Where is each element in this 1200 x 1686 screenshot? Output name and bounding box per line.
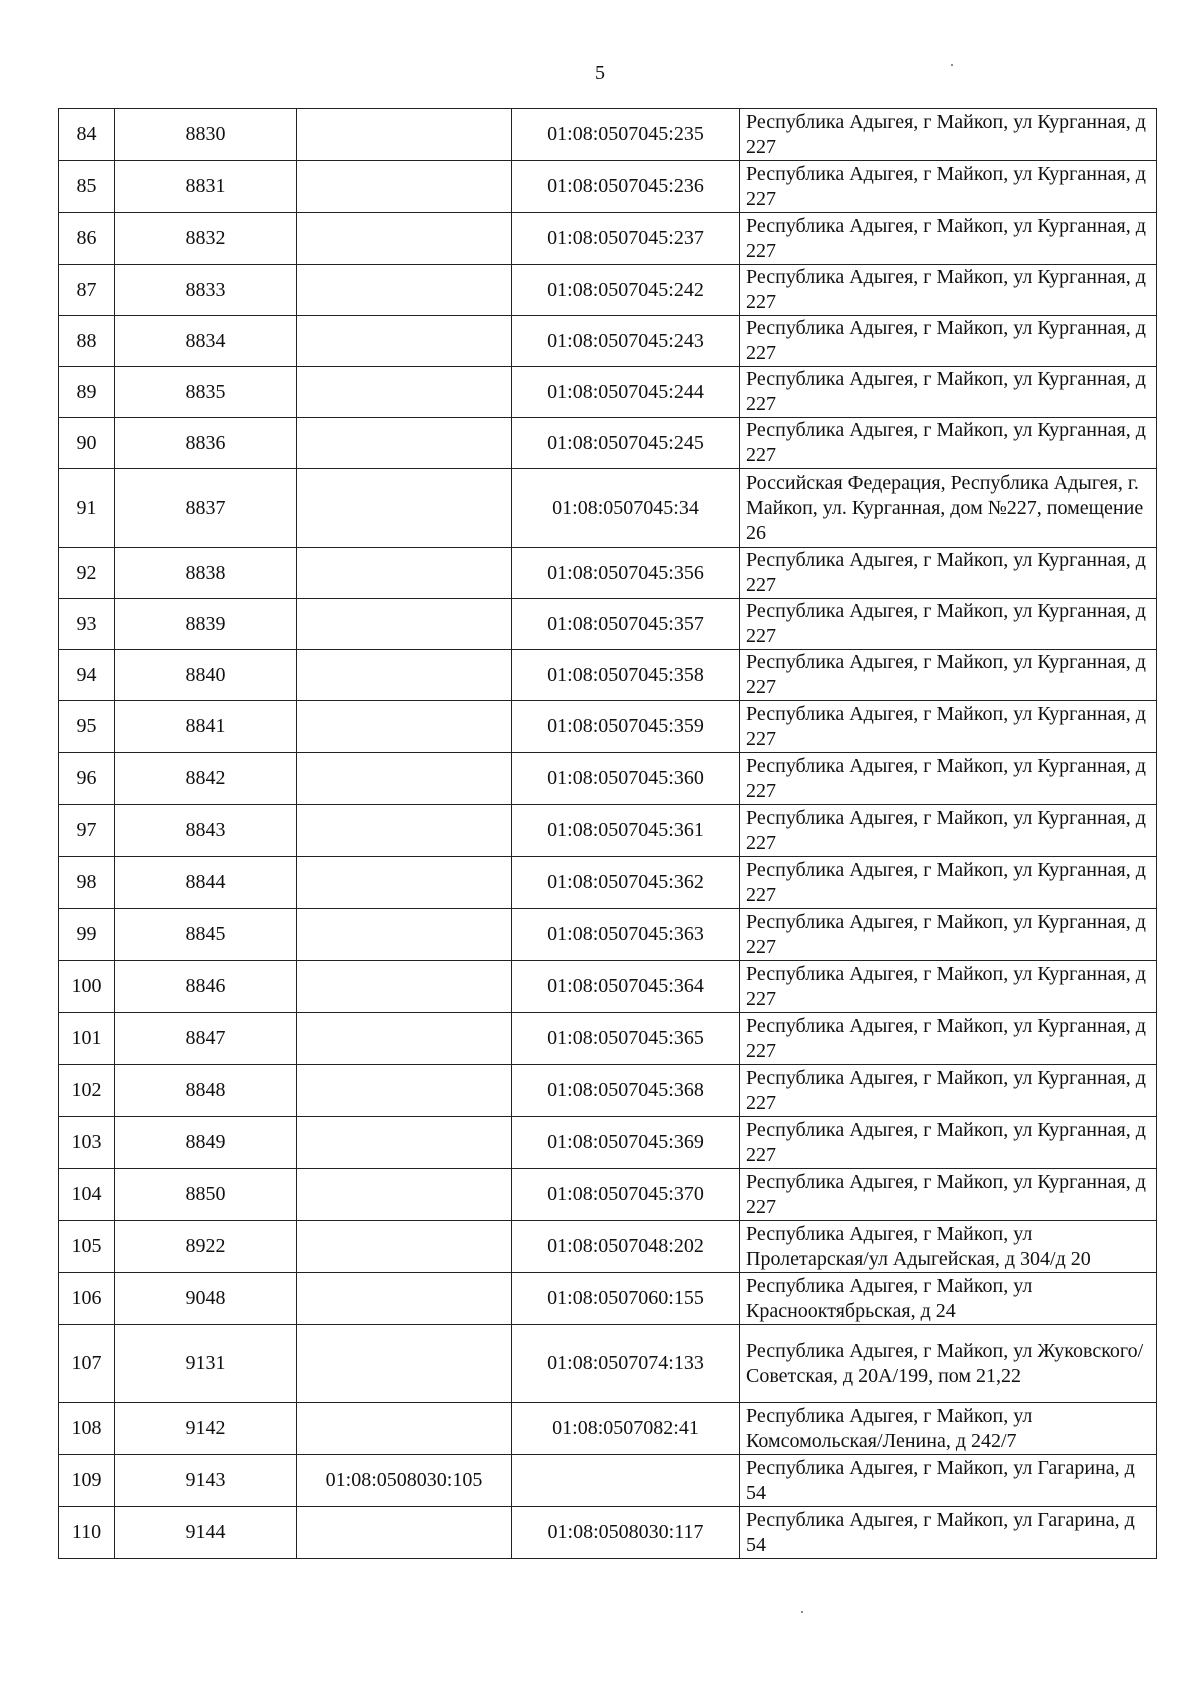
- scan-speck: [801, 1611, 803, 1613]
- parent-cadastral-number-cell: [297, 805, 512, 857]
- table-row: [59, 753, 1157, 805]
- parent-cadastral-number-cell: [297, 753, 512, 805]
- row-number-cell: 104: [59, 1169, 115, 1221]
- property-table: [58, 108, 1157, 1559]
- row-number-cell: 108: [59, 1403, 115, 1455]
- table-row: [59, 1455, 1157, 1507]
- cadastral-number-cell: 01:08:0507045:362: [512, 857, 740, 909]
- object-code-cell: 8836: [115, 418, 297, 469]
- address-cell: Республика Адыгея, г Майкоп, ул Курганная, д 227: [740, 1169, 1157, 1221]
- parent-cadastral-number-cell: [297, 367, 512, 418]
- table-row: [59, 1169, 1157, 1221]
- row-number-cell: 101: [59, 1013, 115, 1065]
- row-number-cell: 93: [59, 599, 115, 650]
- parent-cadastral-number-cell: [297, 469, 512, 548]
- row-number-cell: 92: [59, 548, 115, 599]
- parent-cadastral-number-cell: [297, 1507, 512, 1559]
- parent-cadastral-number-cell: [297, 316, 512, 367]
- object-code-cell: 8847: [115, 1013, 297, 1065]
- cadastral-number-cell: [512, 1455, 740, 1507]
- address-cell: Республика Адыгея, г Майкоп, ул Курганная, д 227: [740, 367, 1157, 418]
- row-number-cell: 109: [59, 1455, 115, 1507]
- table-row: [59, 1273, 1157, 1325]
- cadastral-number-cell: 01:08:0507060:155: [512, 1273, 740, 1325]
- row-number-cell: 87: [59, 265, 115, 316]
- parent-cadastral-number-cell: [297, 1065, 512, 1117]
- parent-cadastral-number-cell: [297, 599, 512, 650]
- cadastral-number-cell: 01:08:0507045:363: [512, 909, 740, 961]
- cadastral-number-cell: 01:08:0507045:237: [512, 213, 740, 265]
- parent-cadastral-number-cell: [297, 265, 512, 316]
- address-cell: Республика Адыгея, г Майкоп, ул Курганная, д 227: [740, 1013, 1157, 1065]
- row-number-cell: 90: [59, 418, 115, 469]
- address-cell: Республика Адыгея, г Майкоп, ул Гагарина, д 54: [740, 1507, 1157, 1559]
- parent-cadastral-number-cell: [297, 1169, 512, 1221]
- cadastral-number-cell: 01:08:0507045:368: [512, 1065, 740, 1117]
- table-row: [59, 701, 1157, 753]
- address-cell: Республика Адыгея, г Майкоп, ул Курганная, д 227: [740, 213, 1157, 265]
- cadastral-number-cell: 01:08:0507045:361: [512, 805, 740, 857]
- table-row: [59, 805, 1157, 857]
- parent-cadastral-number-cell: [297, 909, 512, 961]
- row-number-cell: 96: [59, 753, 115, 805]
- row-number-cell: 98: [59, 857, 115, 909]
- address-cell: Республика Адыгея, г Майкоп, ул Жуковского/Советская, д 20А/199, пом 21,22: [740, 1325, 1157, 1403]
- address-cell: Республика Адыгея, г Майкоп, ул Курганная, д 227: [740, 548, 1157, 599]
- object-code-cell: 8845: [115, 909, 297, 961]
- row-number-cell: 84: [59, 109, 115, 161]
- row-number-cell: 110: [59, 1507, 115, 1559]
- scan-speck: [951, 64, 953, 66]
- row-number-cell: 100: [59, 961, 115, 1013]
- object-code-cell: 8840: [115, 650, 297, 701]
- cadastral-number-cell: 01:08:0507045:243: [512, 316, 740, 367]
- object-code-cell: 8841: [115, 701, 297, 753]
- address-cell: Республика Адыгея, г Майкоп, ул Курганная, д 227: [740, 1065, 1157, 1117]
- object-code-cell: 8834: [115, 316, 297, 367]
- table-row: [59, 1013, 1157, 1065]
- address-cell: Республика Адыгея, г Майкоп, ул Курганная, д 227: [740, 316, 1157, 367]
- row-number-cell: 103: [59, 1117, 115, 1169]
- address-cell: Республика Адыгея, г Майкоп, ул Курганная, д 227: [740, 418, 1157, 469]
- parent-cadastral-number-cell: [297, 548, 512, 599]
- cadastral-number-cell: 01:08:0507045:358: [512, 650, 740, 701]
- row-number-cell: 86: [59, 213, 115, 265]
- object-code-cell: 8922: [115, 1221, 297, 1273]
- table-row: [59, 213, 1157, 265]
- row-number-cell: 91: [59, 469, 115, 548]
- cadastral-number-cell: 01:08:0507045:245: [512, 418, 740, 469]
- address-cell: Республика Адыгея, г Майкоп, ул Комсомольская/Ленина, д 242/7: [740, 1403, 1157, 1455]
- object-code-cell: 9143: [115, 1455, 297, 1507]
- parent-cadastral-number-cell: [297, 1013, 512, 1065]
- table-row: [59, 1325, 1157, 1403]
- object-code-cell: 8844: [115, 857, 297, 909]
- address-cell: Республика Адыгея, г Майкоп, ул Курганная, д 227: [740, 1117, 1157, 1169]
- object-code-cell: 9144: [115, 1507, 297, 1559]
- cadastral-number-cell: 01:08:0507045:34: [512, 469, 740, 548]
- table-body: [59, 109, 1157, 1559]
- parent-cadastral-number-cell: [297, 1221, 512, 1273]
- page-number: 5: [595, 62, 605, 84]
- parent-cadastral-number-cell: [297, 857, 512, 909]
- address-cell: Республика Адыгея, г Майкоп, ул Курганная, д 227: [740, 753, 1157, 805]
- row-number-cell: 106: [59, 1273, 115, 1325]
- address-cell: Республика Адыгея, г Майкоп, ул Курганная, д 227: [740, 109, 1157, 161]
- row-number-cell: 102: [59, 1065, 115, 1117]
- table-row: [59, 469, 1157, 548]
- cadastral-number-cell: 01:08:0507045:242: [512, 265, 740, 316]
- object-code-cell: 8837: [115, 469, 297, 548]
- row-number-cell: 95: [59, 701, 115, 753]
- cadastral-number-cell: 01:08:0507045:235: [512, 109, 740, 161]
- address-cell: Республика Адыгея, г Майкоп, ул Курганная, д 227: [740, 805, 1157, 857]
- cadastral-number-cell: 01:08:0507048:202: [512, 1221, 740, 1273]
- address-cell: Республика Адыгея, г Майкоп, ул Курганная, д 227: [740, 961, 1157, 1013]
- object-code-cell: 8846: [115, 961, 297, 1013]
- object-code-cell: 9048: [115, 1273, 297, 1325]
- row-number-cell: 107: [59, 1325, 115, 1403]
- object-code-cell: 8831: [115, 161, 297, 213]
- object-code-cell: 8839: [115, 599, 297, 650]
- object-code-cell: 8832: [115, 213, 297, 265]
- address-cell: Республика Адыгея, г Майкоп, ул Гагарина, д 54: [740, 1455, 1157, 1507]
- table-row: [59, 961, 1157, 1013]
- object-code-cell: 8843: [115, 805, 297, 857]
- cadastral-number-cell: 01:08:0507045:364: [512, 961, 740, 1013]
- cadastral-number-cell: 01:08:0507074:133: [512, 1325, 740, 1403]
- parent-cadastral-number-cell: [297, 161, 512, 213]
- cadastral-number-cell: 01:08:0507045:359: [512, 701, 740, 753]
- cadastral-number-cell: 01:08:0508030:117: [512, 1507, 740, 1559]
- object-code-cell: 8833: [115, 265, 297, 316]
- address-cell: Республика Адыгея, г Майкоп, ул Курганная, д 227: [740, 909, 1157, 961]
- object-code-cell: 8848: [115, 1065, 297, 1117]
- row-number-cell: 88: [59, 316, 115, 367]
- parent-cadastral-number-cell: [297, 1273, 512, 1325]
- row-number-cell: 97: [59, 805, 115, 857]
- parent-cadastral-number-cell: [297, 1325, 512, 1403]
- table-row: [59, 367, 1157, 418]
- cadastral-number-cell: 01:08:0507045:356: [512, 548, 740, 599]
- parent-cadastral-number-cell: [297, 1117, 512, 1169]
- table-row: [59, 109, 1157, 161]
- address-cell: Республика Адыгея, г Майкоп, ул Курганная, д 227: [740, 857, 1157, 909]
- parent-cadastral-number-cell: [297, 701, 512, 753]
- parent-cadastral-number-cell: [297, 418, 512, 469]
- address-cell: Республика Адыгея, г Майкоп, ул Курганная, д 227: [740, 161, 1157, 213]
- cadastral-number-cell: 01:08:0507045:360: [512, 753, 740, 805]
- object-code-cell: 8835: [115, 367, 297, 418]
- address-cell: Республика Адыгея, г Майкоп, ул Курганная, д 227: [740, 265, 1157, 316]
- object-code-cell: 9131: [115, 1325, 297, 1403]
- parent-cadastral-number-cell: [297, 1403, 512, 1455]
- table-row: [59, 650, 1157, 701]
- table-row: [59, 1117, 1157, 1169]
- table-row: [59, 599, 1157, 650]
- table-row: [59, 909, 1157, 961]
- parent-cadastral-number-cell: [297, 213, 512, 265]
- table-row: [59, 418, 1157, 469]
- parent-cadastral-number-cell: [297, 109, 512, 161]
- address-cell: Российская Федерация, Республика Адыгея, г. Майкоп, ул. Курганная, дом №227, помещение 26: [740, 469, 1157, 548]
- cadastral-number-cell: 01:08:0507045:244: [512, 367, 740, 418]
- address-cell: Республика Адыгея, г Майкоп, ул Курганная, д 227: [740, 599, 1157, 650]
- table-row: [59, 1507, 1157, 1559]
- object-code-cell: 8838: [115, 548, 297, 599]
- cadastral-number-cell: 01:08:0507082:41: [512, 1403, 740, 1455]
- row-number-cell: 105: [59, 1221, 115, 1273]
- table-row: [59, 1065, 1157, 1117]
- table-row: [59, 857, 1157, 909]
- parent-cadastral-number-cell: [297, 650, 512, 701]
- object-code-cell: 8850: [115, 1169, 297, 1221]
- cadastral-number-cell: 01:08:0507045:236: [512, 161, 740, 213]
- object-code-cell: 8849: [115, 1117, 297, 1169]
- parent-cadastral-number-cell: [297, 961, 512, 1013]
- cadastral-number-cell: 01:08:0507045:357: [512, 599, 740, 650]
- object-code-cell: 8830: [115, 109, 297, 161]
- row-number-cell: 94: [59, 650, 115, 701]
- parent-cadastral-number-cell: 01:08:0508030:105: [297, 1455, 512, 1507]
- address-cell: Республика Адыгея, г Майкоп, ул Курганная, д 227: [740, 650, 1157, 701]
- table-row: [59, 161, 1157, 213]
- address-cell: Республика Адыгея, г Майкоп, ул Курганная, д 227: [740, 701, 1157, 753]
- row-number-cell: 89: [59, 367, 115, 418]
- cadastral-number-cell: 01:08:0507045:370: [512, 1169, 740, 1221]
- table-row: [59, 316, 1157, 367]
- cadastral-number-cell: 01:08:0507045:365: [512, 1013, 740, 1065]
- object-code-cell: 8842: [115, 753, 297, 805]
- table-row: [59, 265, 1157, 316]
- address-cell: Республика Адыгея, г Майкоп, ул Краснооктябрьская, д 24: [740, 1273, 1157, 1325]
- object-code-cell: 9142: [115, 1403, 297, 1455]
- cadastral-number-cell: 01:08:0507045:369: [512, 1117, 740, 1169]
- address-cell: Республика Адыгея, г Майкоп, ул Пролетарская/ул Адыгейская, д 304/д 20: [740, 1221, 1157, 1273]
- row-number-cell: 99: [59, 909, 115, 961]
- table-row: [59, 548, 1157, 599]
- row-number-cell: 85: [59, 161, 115, 213]
- table-row: [59, 1221, 1157, 1273]
- table-row: [59, 1403, 1157, 1455]
